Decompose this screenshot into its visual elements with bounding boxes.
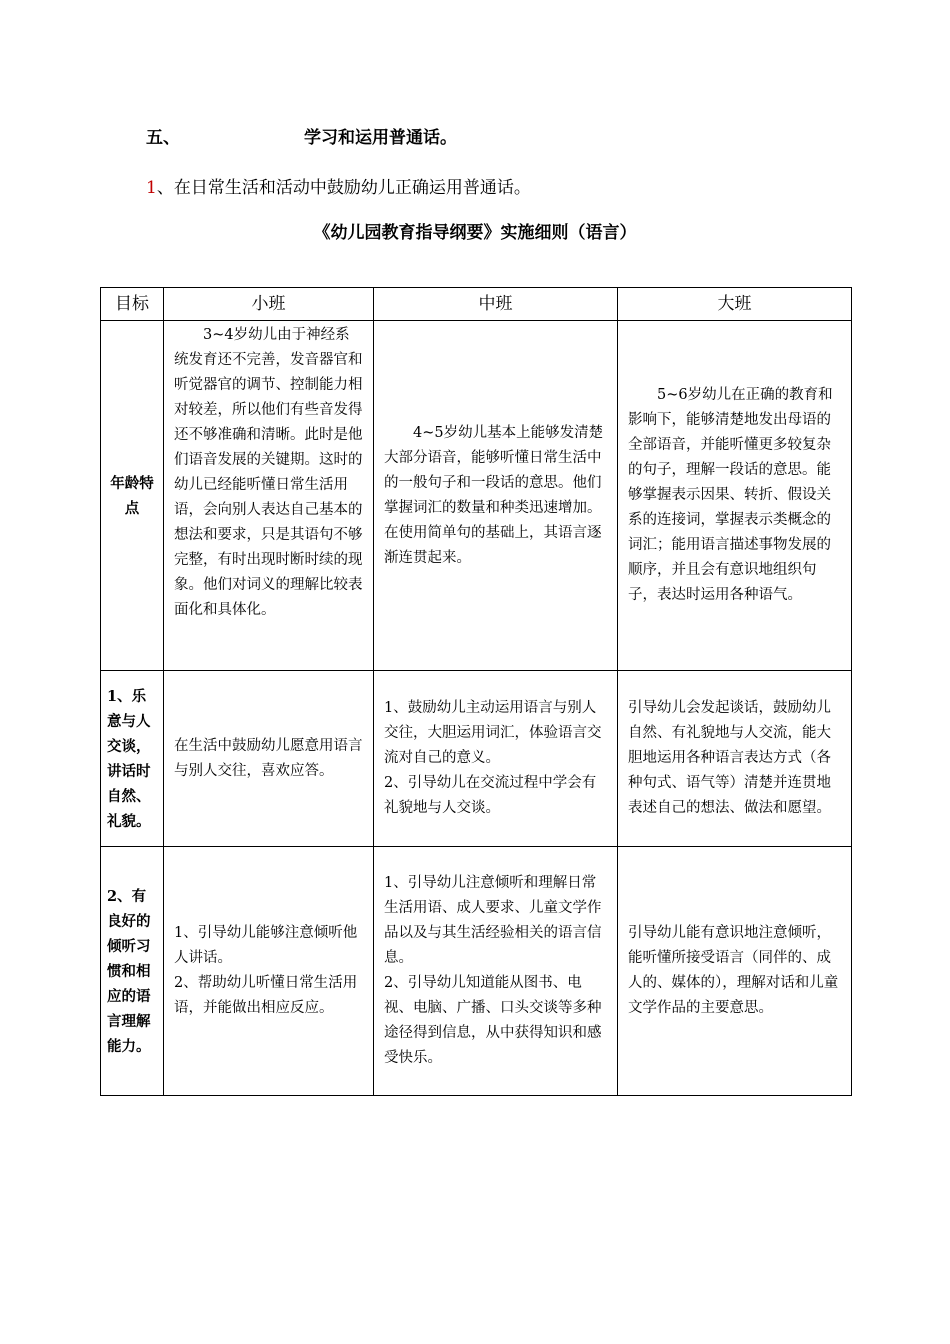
header-goal: 目标 [101, 288, 164, 321]
header-large-class: 大班 [618, 288, 852, 321]
header-middle-class: 中班 [374, 288, 618, 321]
table-header-row [101, 288, 852, 321]
table-row-age-characteristics [101, 321, 852, 671]
subsection-number: 1 [146, 178, 157, 198]
section-heading [146, 123, 457, 148]
cell-small: 在生活中鼓励幼儿愿意用语言与别人交往，喜欢应答。 [164, 671, 374, 847]
cell-middle-item-2: 2、引导幼儿在交流过程中学会有礼貌地与人交谈。 [384, 775, 597, 816]
guideline-table [100, 287, 852, 1096]
subsection-text: 、在日常生活和活动中鼓励幼儿正确运用普通话。 [156, 178, 531, 198]
table-row-goal-2 [101, 847, 852, 1096]
row-label: 2、有良好的倾听习惯和相应的语言理解能力。 [101, 847, 164, 1096]
cell-small [164, 847, 374, 1096]
cell-middle [374, 671, 618, 847]
cell-small-item-2: 2、帮助幼儿听懂日常生活用语，并能做出相应反应。 [174, 975, 358, 1016]
cell-small: 3~4岁幼儿由于神经系统发育还不完善，发音器官和听觉器官的调节、控制能力相对较差，所以他们有些音发得还不够准确和清晰。此时是他们语音发展的关键期。这时的幼儿已经能听懂日常生活用语，会向别人表达自己基本的想法和要求，只是其语句不够完整，有时出现时断时续的现象。他们对词义的理解比较表面化和具体化。 [164, 321, 374, 671]
cell-large: 5~6岁幼儿在正确的教育和影响下，能够清楚地发出母语的全部语音，并能听懂更多较复杂的句子，理解一段话的意思。能够掌握表示因果、转折、假设关系的连接词，掌握表示类概念的词汇；能用语言描述事物发展的顺序，并且会有意识地组织句子，表达时运用各种语气。 [618, 321, 852, 671]
section-title: 学习和运用普通话。 [304, 128, 457, 148]
cell-middle-item-1: 1、鼓励幼儿主动运用语言与别人交往，大胆运用词汇，体验语言交流对自己的意义。 [384, 700, 602, 766]
header-small-class: 小班 [164, 288, 374, 321]
row-label: 1、乐意与人交谈，讲话时自然、礼貌。 [101, 671, 164, 847]
cell-large: 引导幼儿会发起谈话，鼓励幼儿自然、有礼貌地与人交流，能大胆地运用各种语言表达方式（各种句式、语气等）清楚并连贯地表述自己的想法、做法和愿望。 [618, 671, 852, 847]
table-row-goal-1 [101, 671, 852, 847]
row-label: 年龄特点 [101, 321, 164, 671]
section-number: 五、 [146, 128, 180, 148]
subsection-line [146, 173, 531, 198]
document-title: 《幼儿园教育指导纲要》实施细则（语言） [313, 223, 637, 243]
cell-middle-item-1: 1、引导幼儿注意倾听和理解日常生活用语、成人要求、儿童文学作品以及与其生活经验相关的语言信息。 [384, 875, 602, 966]
cell-small-item-1: 1、引导幼儿能够注意倾听他人讲话。 [174, 925, 358, 966]
cell-middle [374, 847, 618, 1096]
cell-large: 引导幼儿能有意识地注意倾听，能听懂所接受语言（同伴的、成人的、媒体的），理解对话和儿童文学作品的主要意思。 [618, 847, 852, 1096]
cell-middle: 4~5岁幼儿基本上能够发清楚大部分语音，能够听懂日常生活中的一般句子和一段话的意思。他们掌握词汇的数量和种类迅速增加。在使用简单句的基础上，其语言逐渐连贯起来。 [374, 321, 618, 671]
cell-middle-item-2: 2、引导幼儿知道能从图书、电视、电脑、广播、口头交谈等多种途径得到信息，从中获得知识和感受快乐。 [384, 975, 602, 1066]
